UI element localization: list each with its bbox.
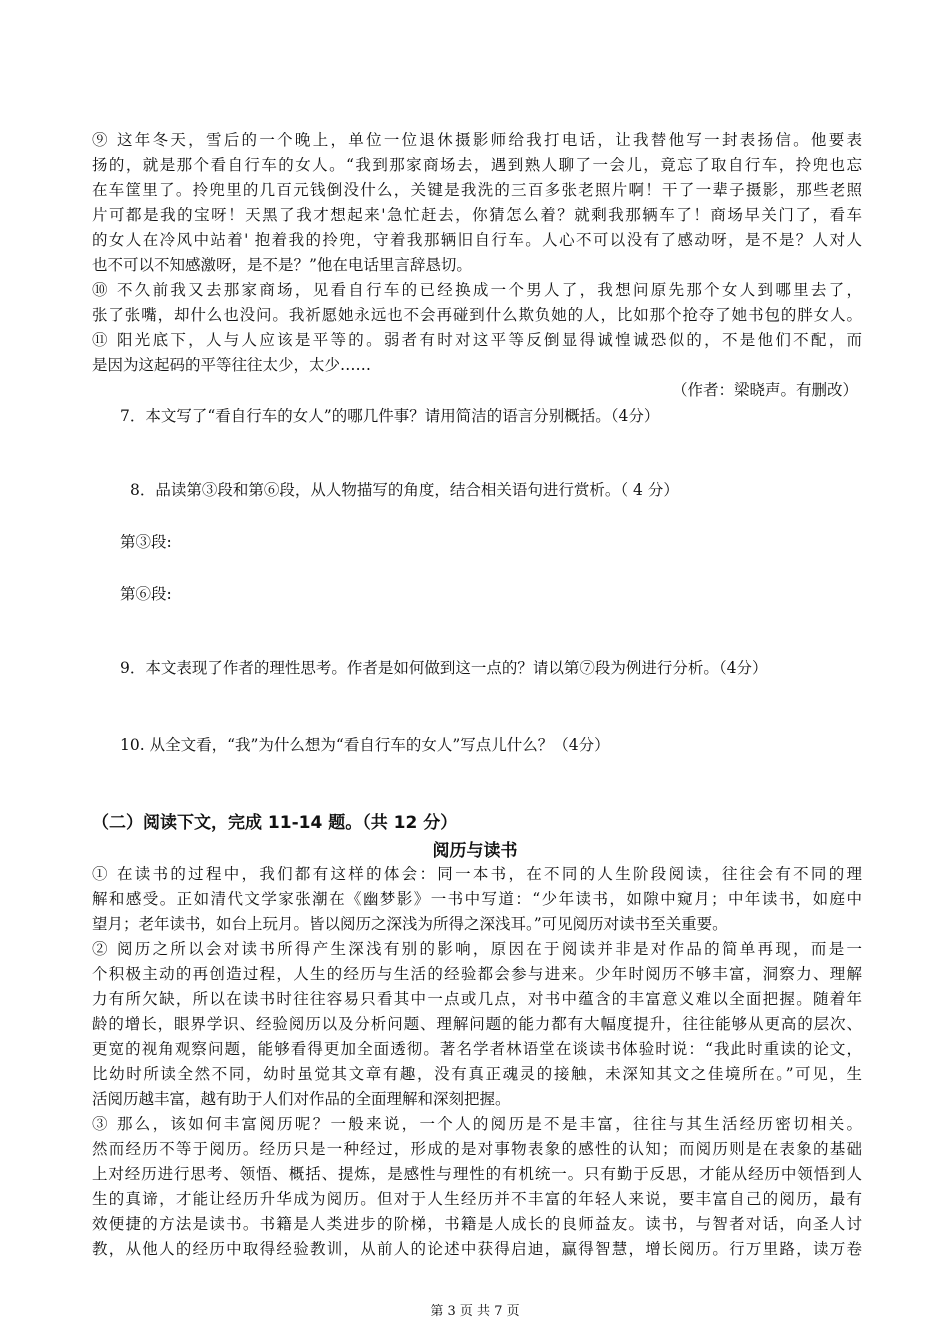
page-footer: 第 3 页 共 7 页: [430, 1304, 520, 1319]
text-line: 在车筐里了。拎兜里的几百元钱倒没什么，关键是我洗的三百多张老照片啊！干了一辈子摄影，那些老照: [92, 181, 862, 199]
text-line: 的女人在冷风中站着' 抱着我的拎兜，守着我那辆旧自行车。人心不可以没有了感动呀，是不是？人对人: [92, 231, 862, 249]
article-title: 阅历与读书: [432, 841, 518, 861]
text-line: 张了张嘴，却什么也没问。我祈愿她永远也不会再碰到什么欺负她的人，比如那个抢夺了她书包的胖女人。: [92, 306, 862, 324]
text-line: ⑩ 不久前我又去那家商场，见看自行车的已经换成一个男人了，我想问原先那个女人到哪里去了，: [92, 281, 862, 299]
question-9: 9．本文表现了作者的理性思考。作者是如何做到这一点的？请以第⑦段为例进行分析。（4分）: [120, 659, 768, 677]
text-line: ⑪ 阳光底下，人与人应该是平等的。弱者有时对这平等反倒显得诚惶诚恐似的，不是他们不配，而: [92, 331, 862, 349]
text-line: 龄的增长，眼界学识、经验阅历以及分析问题、理解问题的能力都有大幅度提升，往往能够从更高的层次、: [92, 1015, 862, 1033]
question-8-part-b-label: 第⑥段:: [120, 585, 172, 603]
text-line: 解和感受。正如清代文学家张潮在《幽梦影》一书中写道：“少年读书，如隙中窥月；中年读书，如庭中: [92, 890, 862, 908]
text-line: 扬的，就是那个看自行车的女人。“我到那家商场去，遇到熟人聊了一会儿，竟忘了取自行车，拎兜也忘: [92, 156, 862, 174]
section-2-heading: （二）阅读下文，完成 11-14 题。（共 12 分）: [92, 813, 458, 833]
text-line: 生的真谛，才能让经历升华成为阅历。但对于人生经历并不丰富的年轻人来说，要丰富自己的阅历，最有: [92, 1190, 862, 1208]
text-line: 比幼时所读全然不同，幼时虽觉其文章有趣，没有真正魂灵的接触，未深知其文之佳境所在。”可见，生: [92, 1065, 862, 1083]
text-line: 然而经历不等于阅历。经历只是一种经过，形成的是对事物表象的感性的认知；而阅历则是在表象的基础: [92, 1140, 862, 1158]
question-7: 7．本文写了“看自行车的女人”的哪几件事？请用简洁的语言分别概括。（4分）: [120, 407, 660, 425]
text-line: 教，从他人的经历中取得经验教训，从前人的论述中获得启迪，赢得智慧，增长阅历。行万里路，读万卷: [92, 1240, 862, 1258]
question-10: 10. 从全文看，“我”为什么想为“看自行车的女人”写点儿什么？（4分）: [120, 736, 610, 754]
text-line: 望月；老年读书，如台上玩月。皆以阅历之深浅为所得之深浅耳。”可见阅历对读书至关重要。: [92, 915, 728, 933]
text-line: 力有所欠缺，所以在读书时往往容易只看其中一点或几点，对书中蕴含的丰富意义难以全面把握。随着年: [92, 990, 862, 1008]
text-line: ① 在读书的过程中，我们都有这样的体会：同一本书，在不同的人生阶段阅读，往往会有不同的理: [92, 865, 862, 883]
question-8: 8．品读第③段和第⑥段，从人物描写的角度，结合相关语句进行赏析。（ 4 分）: [130, 481, 679, 499]
text-line: 片可都是我的宝呀！天黑了我才想起来'急忙赶去，你猜怎么着？就剩我那辆车了！商场早关门了，看车: [92, 206, 862, 224]
author-note: （作者：梁晓声。有删改）: [671, 381, 858, 399]
text-line: ⑨ 这年冬天，雪后的一个晚上，单位一位退休摄影师给我打电话，让我替他写一封表扬信。他要表: [92, 131, 862, 149]
text-line: ③ 那么，该如何丰富阅历呢？一般来说，一个人的阅历是不是丰富，往往与其生活经历密切相关。: [92, 1115, 862, 1133]
text-line: 效便捷的方法是读书。书籍是人类进步的阶梯，书籍是人成长的良师益友。读书，与智者对话，向圣人讨: [92, 1215, 862, 1233]
text-line: ② 阅历之所以会对读书所得产生深浅有别的影响，原因在于阅读并非是对作品的简单再现，而是一: [92, 940, 862, 958]
question-8-part-a-label: 第③段:: [120, 533, 172, 551]
text-line: 个积极主动的再创造过程，人生的经历与生活的经验都会参与进来。少年时阅历不够丰富，洞察力、理解: [92, 965, 862, 983]
text-line: 是因为这起码的平等往往太少，太少……: [92, 356, 372, 374]
text-line: 更宽的视角观察问题，能够看得更加全面透彻。著名学者林语堂在谈读书体验时说：“我此时重读的论文，: [92, 1040, 862, 1058]
text-line: 活阅历越丰富，越有助于人们对作品的全面理解和深刻把握。: [92, 1090, 511, 1108]
text-line: 也不可以不知感激呀，是不是？”他在电话里言辞恳切。: [92, 256, 472, 274]
text-line: 上对经历进行思考、领悟、概括、提炼，是感性与理性的有机统一。只有勤于反思，才能从经历中领悟到人: [92, 1165, 862, 1183]
